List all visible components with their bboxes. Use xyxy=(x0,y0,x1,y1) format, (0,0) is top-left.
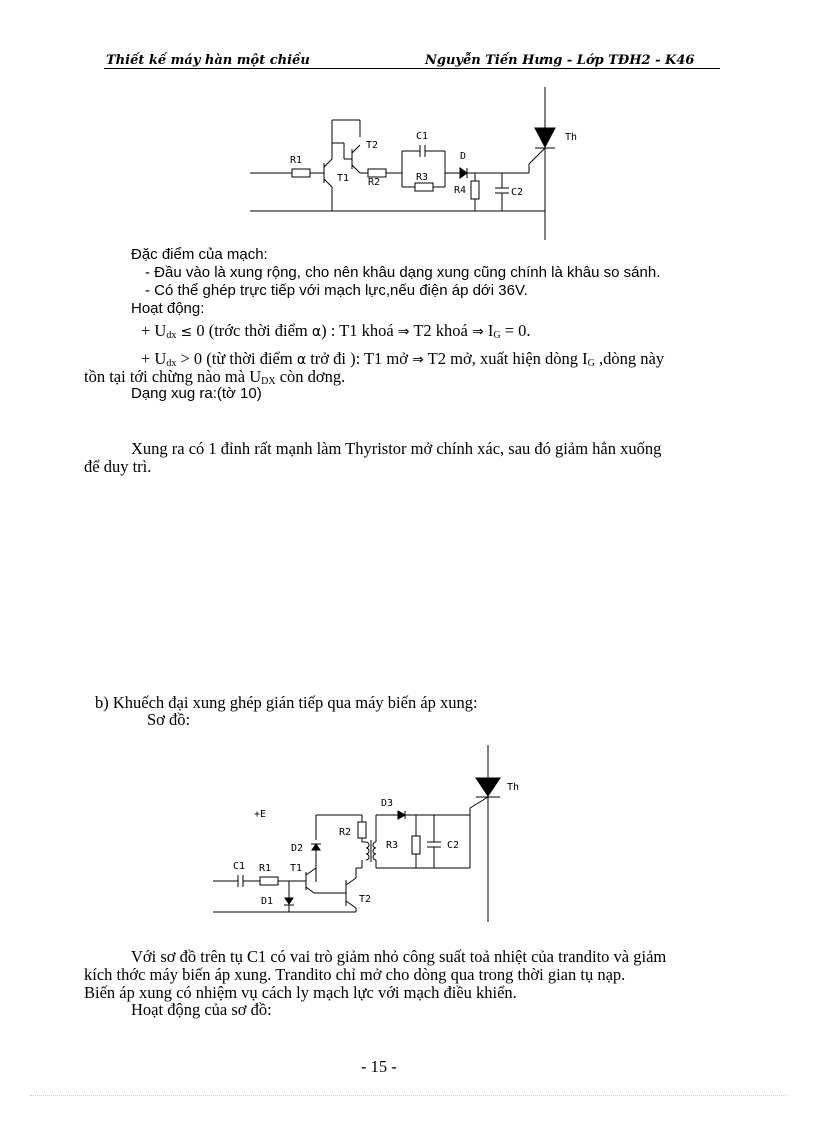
c2-label-d1: D1 xyxy=(261,896,274,907)
c2-label-t2: T2 xyxy=(359,894,372,905)
implies-arrow: ⇒ xyxy=(397,324,410,340)
page-bottom-rule xyxy=(30,1095,786,1096)
c2-label-d2: D2 xyxy=(291,843,304,854)
c1-label-c2: C2 xyxy=(511,187,524,198)
header-rule xyxy=(104,68,720,69)
c1-label-r1: R1 xyxy=(290,155,303,166)
c1-label-r2: R2 xyxy=(368,177,381,188)
header-right: Nguyễn Tiến Hưng - Lớp TĐH2 - K46 xyxy=(425,53,695,68)
diagram-label: Sơ đồ: xyxy=(147,710,191,729)
c2-label-th: Th xyxy=(507,782,520,793)
header-left: Thiết kế máy hàn một chiều xyxy=(106,53,310,68)
c1-label-t1: T1 xyxy=(337,173,350,184)
features-title: Đặc điểm của mạch: xyxy=(131,246,268,263)
operation-case-2: + $U_{dx} > 0$ (từ thời điểm α trở đi ): T1 mở ⇒ T2 mở, xuất hiện dòng $I_G$ ,dòng này xyxy=(141,349,665,369)
operation-case-2-continued: tồn tại tới chừng nào mà $U_{DX}$ còn dơng. xyxy=(84,367,346,387)
c2-label-r1: R1 xyxy=(259,863,272,874)
c2-label-c2: C2 xyxy=(447,840,460,851)
operation-title: Hoạt động: xyxy=(131,300,205,317)
c1-label-c1: C1 xyxy=(416,131,429,142)
c2-label-d3: D3 xyxy=(381,798,394,809)
section-b-desc-line2: kích thớc máy biến áp xung. Trandito chỉ mở cho dòng qua trong thời gian tụ nạp. xyxy=(84,965,626,984)
alpha-symbol: α xyxy=(311,324,322,340)
circuit-diagram-transformer xyxy=(205,740,545,925)
c2-label-c1: C1 xyxy=(233,861,246,872)
operation-case-1: + $U_{dx} \le 0$ (trớc thời điểm α) : T1 khoá ⇒ T2 khoá ⇒ $I_G = 0$. xyxy=(141,321,531,341)
c1-label-t2: T2 xyxy=(366,140,379,151)
c2-label-r2: R2 xyxy=(339,827,352,838)
feature-2: - Có thể ghép trực tiếp với mạch lực,nếu điện áp dới 36V. xyxy=(145,282,528,299)
c2-label-e: +E xyxy=(254,809,267,820)
c2-label-r3: R3 xyxy=(386,840,399,851)
alpha-symbol: α xyxy=(296,352,307,368)
section-b-title: b) Khuếch đại xung ghép gián tiếp qua máy biến áp xung: xyxy=(95,693,478,712)
c1-label-r3: R3 xyxy=(416,172,429,183)
c2-label-t1: T1 xyxy=(290,863,303,874)
waveform-note: Dạng xug ra:(tờ 10) xyxy=(131,385,262,402)
c1-label-th: Th xyxy=(565,132,578,143)
circuit-diagram-direct xyxy=(240,85,600,245)
section-b-desc-line3: Biến áp xung có nhiệm vụ cách ly mạch lực với mạch điều khiển. xyxy=(84,983,517,1002)
implies-arrow: ⇒ xyxy=(412,352,424,368)
c1-label-d: D xyxy=(460,151,467,162)
c1-label-r4: R4 xyxy=(454,185,467,196)
output-description-line1: Xung ra có 1 đỉnh rất mạnh làm Thyristor mở chính xác, sau đó giảm hẳn xuống xyxy=(131,439,662,458)
section-b-operation: Hoạt động của sơ đồ: xyxy=(131,1000,272,1019)
feature-1: - Đầu vào là xung rộng, cho nên khâu dạng xung cũng chính là khâu so sánh. xyxy=(145,264,661,281)
implies-arrow: ⇒ xyxy=(472,324,484,340)
page-number: - 15 - xyxy=(361,1057,397,1076)
output-description-line2: để duy trì. xyxy=(84,457,152,476)
section-b-desc-line1: Với sơ đồ trên tụ C1 có vai trò giảm nhỏ công suất toả nhiệt của trandito và giảm xyxy=(131,947,667,966)
